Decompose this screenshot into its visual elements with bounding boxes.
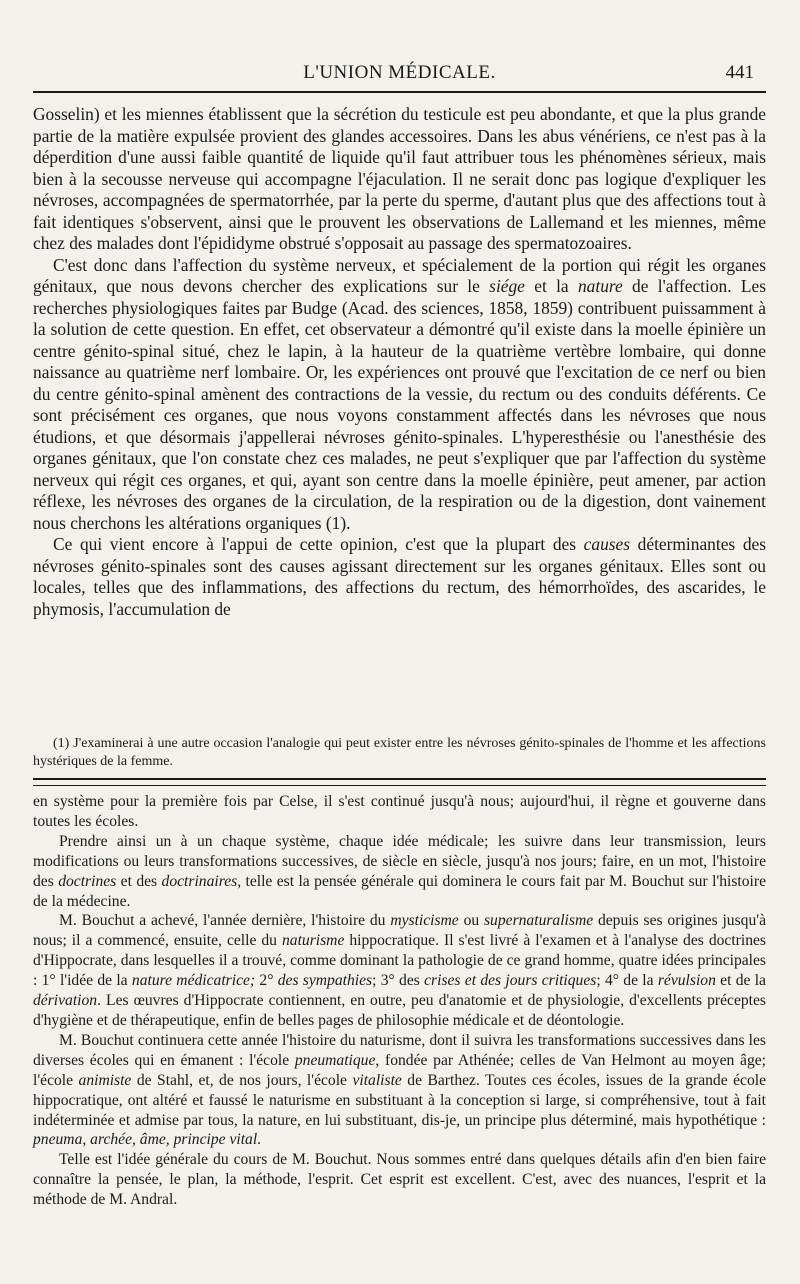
main-article <box>33 104 766 620</box>
italic-run: doctrinaires <box>161 872 238 890</box>
text-run: C'est donc dans l'affection du système nerveux, et spécialement de la portion qui régit les organes génitaux, que nous devons chercher des explications sur le <box>33 254 766 296</box>
footnote <box>33 735 766 771</box>
text-run: et de la <box>715 972 766 990</box>
text-run: Telle est l'idée générale du cours de M. Bouchut. Nous sommes entré dans quelques détails afin d'en bien faire connaître la pensée, le plan, la méthode, l'esprit. Cet esprit est excellent. C'est, avec des nuances, l'esprit et la méthode de M. Andral. <box>33 1151 766 1209</box>
feuilleton-section <box>33 792 766 1210</box>
text-run: , fondée par Athénée; celles de Van Helmont au moyen âge; l'école <box>33 1051 767 1089</box>
text-run: et la <box>524 276 578 296</box>
text-run: de l'affection. Les recherches physiologiques faites par Budge (Acad. des sciences, 1858, 1859) contribuent puissamment à la solution de cette question. En effet, cet observateur a démontré qu'il existe dans la moelle épinière un centre génito-spinal situé, chez le lapin, à la hauteur de la quatrième vertèbre lombaire, qui donne naissance au quatrième nerf lombaire. Or, les expériences ont prouvé que l'excitation de ce nerf ou bien du centre génito-spinal amènent des contractions de la vessie, du rectum ou des conduits déférents. Ce sont précisément ces organes, que nous voyons constamment affectés dans les névroses que nous étudions, et que désormais j'appellerai névroses génito-spinales. L'hyperesthésie ou l'anesthésie des organes génitaux, que l'on constate chez ces malades, ne peut s'expliquer que par l'affection du système nerveux qui régit ces organes, et qui, ayant son centre dans la moelle épinière, peut amener, par action réflexe, les névroses des organes de la circulation, de la respiration ou de la digestion, dont vainement nous cherchons les altérations organiques (1). <box>33 276 766 533</box>
page-header <box>33 60 766 90</box>
feuilleton-paragraph-4 <box>33 1031 766 1150</box>
text-run: 2° <box>255 972 278 990</box>
italic-run: causes <box>583 534 631 554</box>
feuilleton-paragraph-3 <box>33 911 766 1030</box>
italic-run: révulsion <box>657 972 716 990</box>
text-run: et des <box>116 872 162 890</box>
text-run: ; 4° de la <box>596 972 658 990</box>
text-run: hippocratique. Il s'est livré à l'examen et à l'analyse des doctrines d'Hippocrate, dans lesquelles il a trouvé, comme dominant la pathologie de ce grand homme, quatre idées principales : 1° l'idée de la <box>33 932 766 990</box>
italic-run: naturisme <box>281 932 345 950</box>
feuilleton-paragraph-1 <box>33 792 766 832</box>
text-run: depuis ses origines jusqu'à nous; il a commencé, ensuite, celle du <box>33 912 766 950</box>
running-title: L'UNION MÉDICALE. <box>303 62 496 83</box>
italic-run: pneumatique <box>294 1051 376 1069</box>
text-run: , telle est la pensée générale qui dominera le cours fait par M. Bouchut sur l'histoire de la médecine. <box>33 872 766 910</box>
article-paragraph-2 <box>33 255 766 535</box>
text-run: M. Bouchut continuera cette année l'histoire du naturisme, dont il suivra les transformations successives dans les diverses écoles qui en émanent : l'école <box>33 1031 766 1069</box>
text-run: déterminantes des névroses génito-spinales sont des causes agissant directement sur les organes génitaux. Elles sont ou locales, telles que des inflammations, des affections du rectum, des hémorrhoïdes, des ascarides, le phymosis, l'accumulation de <box>33 534 766 619</box>
text-run: . Les œuvres d'Hippocrate contiennent, en outre, peu d'anatomie et de physiologie, d'excellents préceptes d'hygiène et de thérapeutique, enfin de belles pages de philosophie médicale et de déontologie. <box>33 992 766 1029</box>
italic-run: pneuma, archée, âme, principe vital <box>33 1131 258 1149</box>
text-run: Prendre ainsi un à un chaque système, chaque idée médicale; les suivre dans leur transmission, leurs modifications ou leurs transformations successives, de siècle en siècle, jusqu'à nos jours; faire, en un mot, l'histoire des <box>33 832 766 890</box>
italic-run: dérivation <box>33 992 98 1010</box>
italic-run: crises et des jours critiques <box>424 972 597 990</box>
text-run: Ce qui vient encore à l'appui de cette opinion, c'est que la plupart des <box>53 534 584 554</box>
text-run: en système pour la première fois par Celse, il s'est continué jusqu'à nous; aujourd'hui, il règne et gouverne dans toutes les écoles. <box>33 793 766 830</box>
italic-run: animiste <box>78 1071 132 1089</box>
article-paragraph-1 <box>33 104 766 255</box>
header-rule <box>33 91 766 93</box>
feuilleton-paragraph-2 <box>33 832 766 912</box>
text-run: ou <box>458 912 484 930</box>
page-number: 441 <box>725 62 754 83</box>
feuilleton-paragraph-5 <box>33 1150 766 1210</box>
feuilleton-separator <box>33 778 766 786</box>
italic-run: des sympathies <box>277 972 373 990</box>
italic-run: siége <box>489 276 525 296</box>
italic-run: vitaliste <box>352 1071 402 1089</box>
italic-run: nature <box>577 276 623 296</box>
text-run: de Barthez. Toutes ces écoles, issues de la grande école hippocratique, ont altéré et faussé le naturisme en substituant à la conception si large, si compréhensive, tout à fait indéterminée et admise par tous, la nature, en lui substituant, dis-je, un principe plus déterminé, mais hypothétique : <box>33 1071 767 1129</box>
italic-run: doctrines <box>58 872 117 890</box>
article-paragraph-3 <box>33 534 766 620</box>
text-run: ; 3° des <box>372 972 425 990</box>
text-run: de Stahl, et, de nos jours, l'école <box>131 1071 353 1089</box>
italic-run: supernaturalisme <box>483 912 594 930</box>
text-run: M. Bouchut a achevé, l'année dernière, l'histoire du <box>59 912 391 930</box>
italic-run: nature médicatrice; <box>131 972 256 990</box>
italic-run: mysticisme <box>390 912 459 930</box>
text-run: . <box>257 1131 262 1149</box>
text-run: Gosselin) et les miennes établissent que la sécrétion du testicule est peu abondante, et que la plus grande partie de la matière expulsée provient des glandes accessoires. Dans les abus vénériens, ce n'est pas à la déperdition d'une aussi faible quantité de liquide qu'il faut attribuer tous les phénomènes sérieux, mais bien à la secousse nerveuse qui accompagne l'éjaculation. Il ne serait donc pas logique d'expliquer les névroses, accompagnées de spermatorrhée, par la perte du sperme, d'autant plus que des affections tout à fait identiques s'observent, ainsi que le prouvent les observations de Lallemand et les miennes, même chez des malades dont l'épididyme obstrué s'opposait au passage des spermatozoaires. <box>33 104 766 253</box>
footnote-text: (1) J'examinerai à une autre occasion l'analogie qui peut exister entre les névroses génito-spinales de l'homme et les affections hystériques de la femme. <box>33 736 766 769</box>
